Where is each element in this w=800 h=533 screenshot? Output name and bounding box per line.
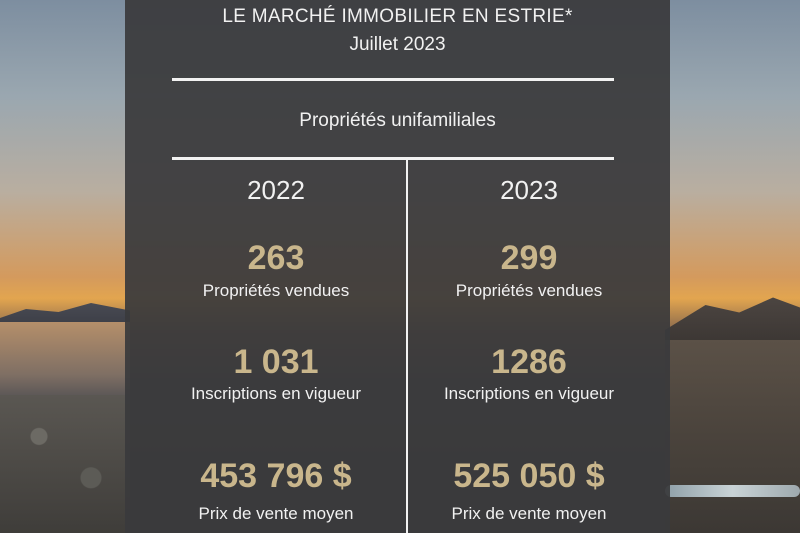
stat-value-sold: 299: [500, 239, 558, 277]
divider-top: [172, 78, 614, 81]
stats-panel: [125, 0, 670, 533]
column-2022: [135, 157, 417, 533]
page-subtitle: Juillet 2023: [349, 34, 446, 55]
stat-label-avg-price: Prix de vente moyen: [451, 504, 607, 523]
background-lake-left: [0, 322, 130, 397]
year-label: 2023: [500, 175, 558, 205]
stat-value-avg-price: 525 050 $: [453, 457, 605, 495]
stat-label-listings: Inscriptions en vigueur: [190, 384, 362, 403]
stat-label-sold: Propriétés vendues: [202, 281, 350, 300]
background-town-left: [0, 395, 130, 533]
column-2023: [388, 157, 670, 533]
stat-value-avg-price: 453 796 $: [200, 457, 352, 495]
stat-label-listings: Inscriptions en vigueur: [443, 384, 615, 403]
background-river-right: [665, 485, 800, 497]
background-land-right: [665, 340, 800, 533]
stat-label-avg-price: Prix de vente moyen: [198, 504, 354, 523]
stat-label-sold: Propriétés vendues: [455, 281, 603, 300]
stat-value-sold: 263: [247, 239, 305, 277]
stat-value-listings: 1286: [491, 343, 567, 381]
year-label: 2022: [247, 175, 305, 205]
section-heading: Propriétés unifamiliales: [299, 110, 496, 131]
stat-value-listings: 1 031: [233, 343, 319, 381]
page-title: LE MARCHÉ IMMOBILIER EN ESTRIE*: [222, 6, 573, 27]
